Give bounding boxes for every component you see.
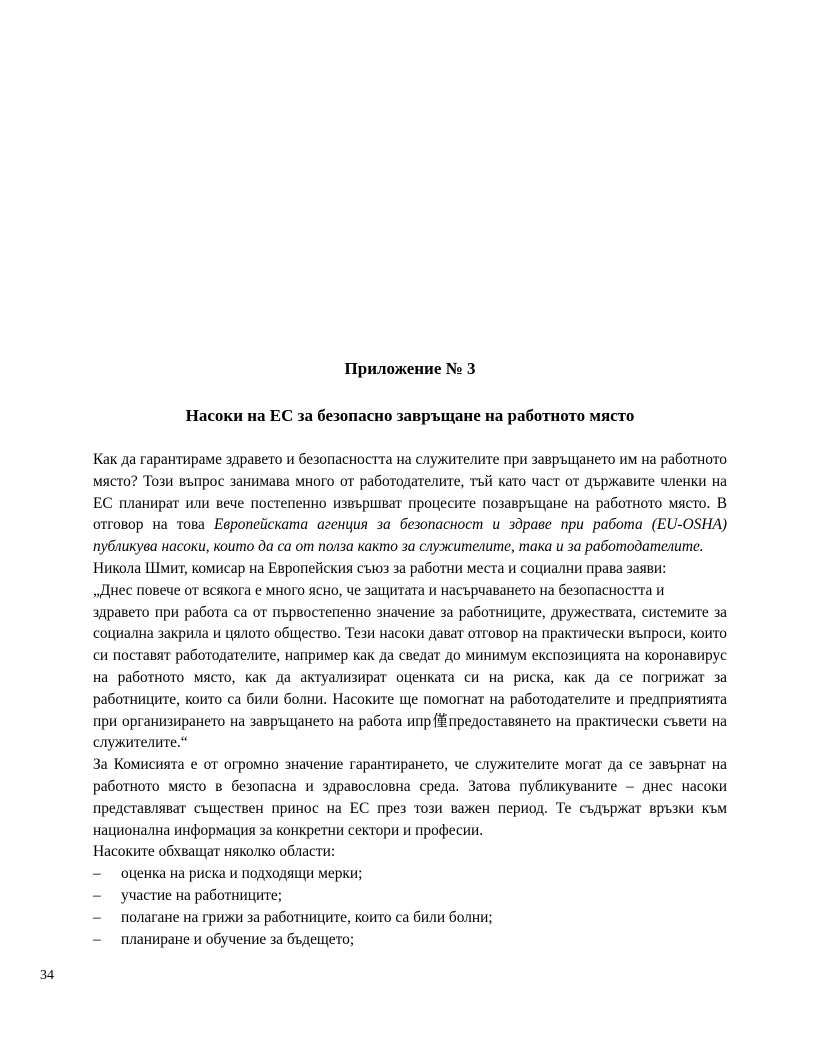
intro-paragraph [93,449,727,558]
list-item-text: полагане на грижи за работниците, които са били болни; [121,908,493,926]
list-item [93,863,727,885]
list-item [93,929,727,951]
list-item [93,885,727,907]
body-text [93,449,727,950]
appendix-heading: Приложение № 3 [344,359,476,378]
intro-italic-text: Европейската агенция за безопасност и здраве при работа (EU-OSHA) публикува насоки, които да са от полза както за служителите, така и за работодателите. [93,516,727,556]
areas-intro: Насоките обхващат няколко области: [93,843,336,861]
list-dash: – [93,908,101,926]
list-item-text: оценка на риска и подходящи мерки; [121,865,363,883]
list-item [93,907,727,929]
page-number: 34 [40,968,54,983]
quote-paragraph: здравето при работа са от първостепенно значение за работниците, дружествата, системите за социална закрила и цялото общество. Тези насоки дават отговор на практически въпроси, които си поставят работодателите, например как да сведат до минимум експозицията на коронавирус на работното място, как да актуализират оценката си на риска, как да се погрижат за работниците, които са били болни. Насоките ще помогнат на работодателите и предприятията при организирането на завръщането на работа ипр僅предоставянето на практически съвети на служителите.“ [93,603,727,752]
list-dash: – [93,930,101,948]
areas-list [93,863,727,950]
commission-paragraph: За Комисията е от огромно значение гарантирането, че служителите могат да се завърнат на работното място в безопасна и здравословна среда. Затова публикуваните – днес насоки представляват съществен принос на ЕС през този важен период. Те съдържат връзки към национална информация за конкретни сектори и професии. [93,756,727,839]
quote-first-line: „Днес повече от всякога е много ясно, че защитата и насърчаването на безопасността и [93,581,665,599]
list-item-text: планиране и обучение за бъдещето; [121,930,355,948]
intro-text: Как да гарантираме здравето и безопасността на служителите при завръщането им на работното място? Този въпрос занимава много от работодателите, тъй като част от държавите членки на ЕС планират или вече постепенно извършват процесите позавръщане на работното място. В отговор на това [93,451,727,534]
list-dash: – [93,865,101,883]
document-title: Насоки на ЕС за безопасно завръщане на работното място [185,406,635,425]
commissioner-paragraph: Никола Шмит, комисар на Европейския съюз за работни места и социални права заяви: [93,559,667,577]
list-item-text: участие на работниците; [121,886,283,904]
list-dash: – [93,886,101,904]
